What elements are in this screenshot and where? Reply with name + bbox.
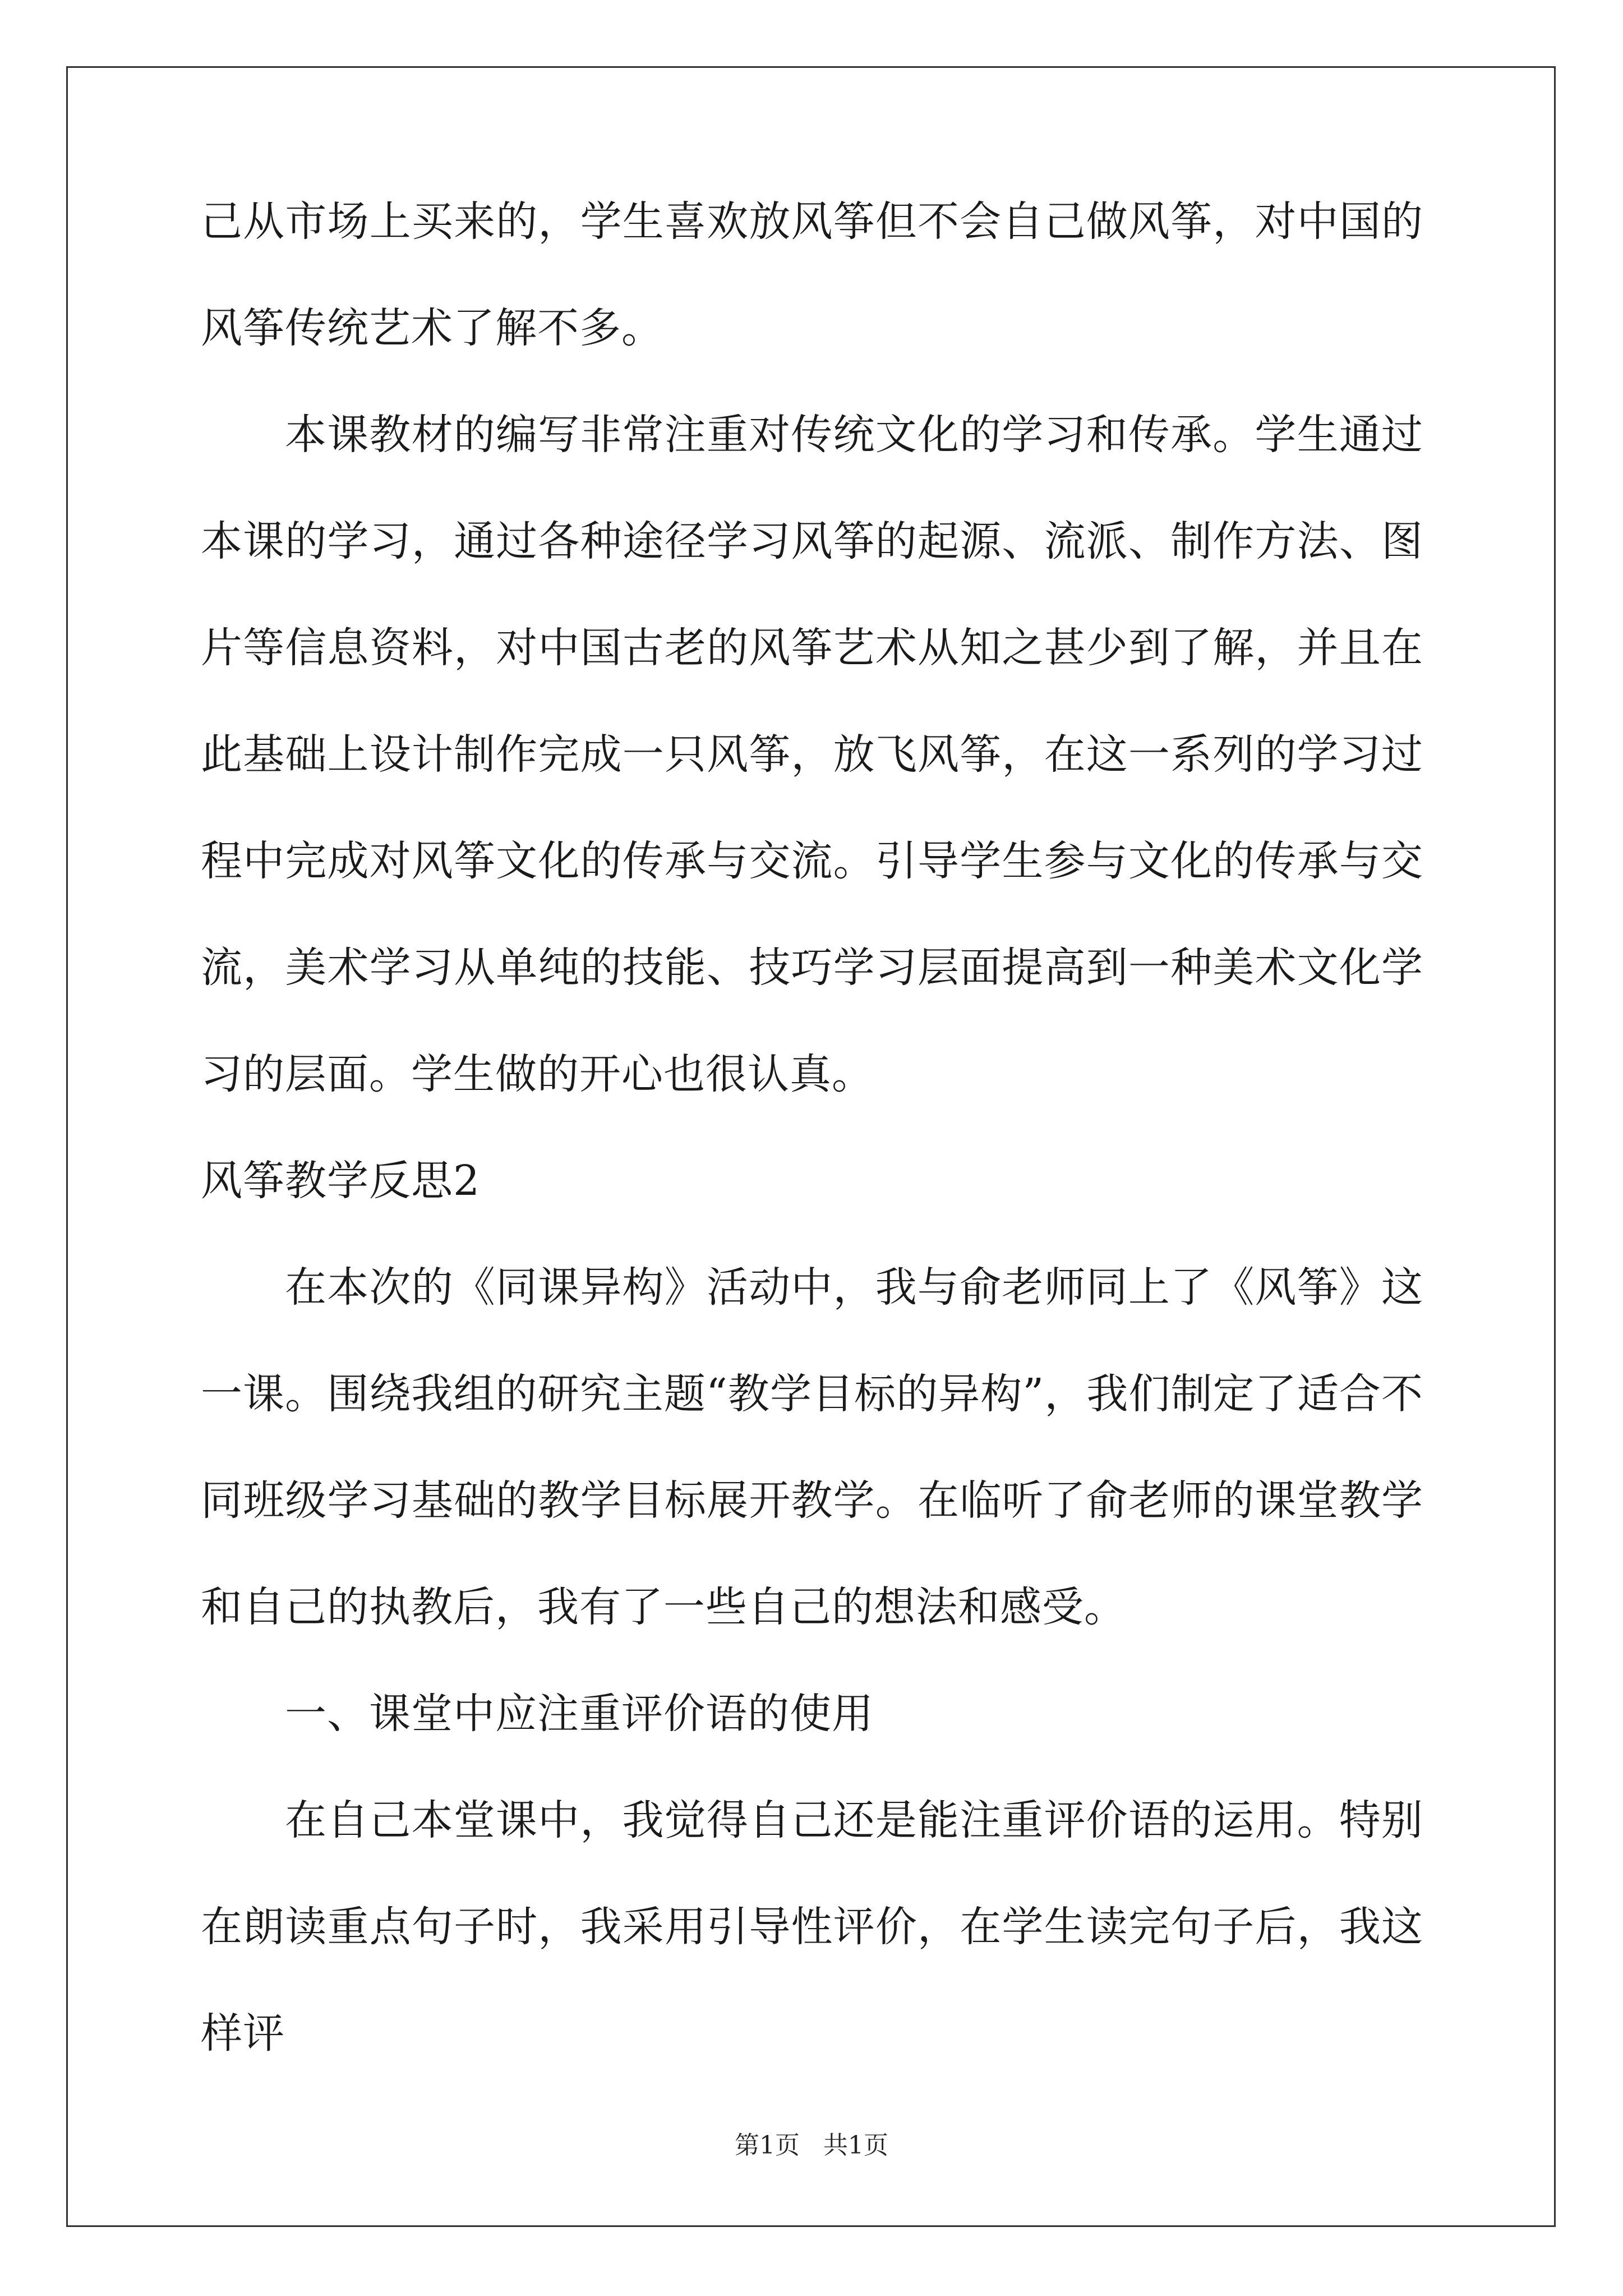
paragraph-continuation: 己从市场上买来的，学生喜欢放风筝但不会自己做风筝，对中国的风筝传统艺术了解不多。 [201, 197, 1423, 352]
page-total: 共1页 [823, 2131, 888, 2160]
paragraph-textbook-intro: 本课教材的编写非常注重对传统文化的学习和传承。学生通过本课的学习，通过各种途径学习风筝的起源、流派、制作方法、图片等信息资料，对中国古老的风筝艺术从知之甚少到了解，并且在此基础上设计制作完成一只风筝，放飞风筝，在这一系列的学习过程中完成对风筝文化的传承与交流。引导学生参与文化的传承与交流，美术学习从单纯的技能、技巧学习层面提高到一种美术文化学习的层面。学生做的开心也很认真。 [201, 411, 1423, 1098]
page-number: 第1页 [735, 2131, 800, 2160]
subheading-evaluation: 一、课堂中应注重评价语的使用 [285, 1690, 874, 1738]
page-footer [0, 2125, 1623, 2161]
paragraph-evaluation: 在自己本堂课中，我觉得自己还是能注重评价语的运用。特别在朗读重点句子时，我采用引导性评价，在学生读完句子后，我这样评 [201, 1796, 1423, 2058]
paragraph-activity-intro: 在本次的《同课异构》活动中，我与俞老师同上了《风筝》这一课。围绕我组的研究主题“教学目标的异构”，我们制定了适合不同班级学习基础的教学目标展开教学。在临听了俞老师的课堂教学和自己的执教后，我有了一些自己的想法和感受。 [201, 1263, 1423, 1631]
section-heading: 风筝教学反思2 [201, 1157, 481, 1205]
document-body [201, 168, 1423, 2087]
